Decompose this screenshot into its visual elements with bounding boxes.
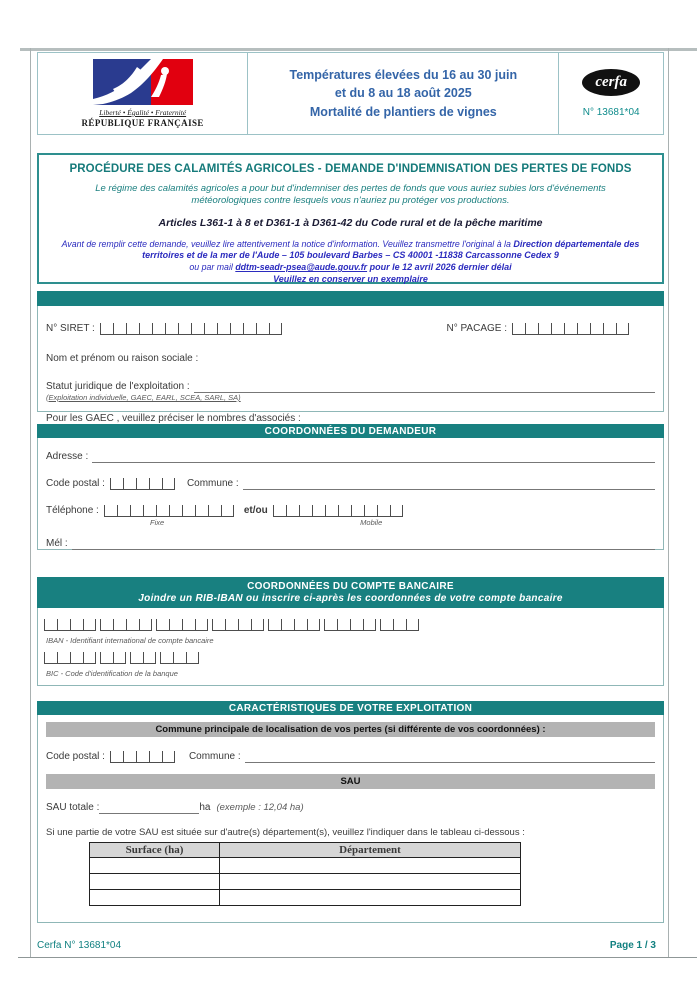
loss-postal-label: Code postal : (46, 751, 105, 762)
notice-address: Direction départementale des territoires et de la mer de l'Aude – 105 boulevard Barbes – CS 40001 -11838 Carcassonne Cedex 9 (142, 238, 640, 261)
regime-line1: Le régime des calamités agricoles a pour but d'indemniser des pertes de fonds que vous auriez subies lors d'événements (95, 183, 606, 194)
demandeur-box (37, 438, 664, 550)
email-label: Mél : (46, 538, 68, 549)
name-label: Nom et prénom ou raison sociale : (46, 353, 199, 364)
iban-hint: IBAN - Identifiant international de compte bancaire (46, 636, 214, 645)
pacage-input[interactable] (512, 323, 633, 335)
postal-code-input[interactable] (110, 478, 179, 490)
sau-table-header-departement: Département (220, 843, 521, 858)
loss-commune-input[interactable] (245, 750, 655, 763)
sau-total-input[interactable] (99, 801, 199, 814)
bank-box (37, 608, 664, 686)
scan-frame-bottom (18, 957, 697, 958)
mail-prefix: ou par mail (189, 262, 236, 273)
legal-status-input[interactable] (194, 380, 655, 393)
french-flag-marianne-icon (93, 59, 193, 105)
sau-bar: SAU (46, 774, 655, 789)
sau-table-row (90, 858, 521, 874)
phone-fixed-input[interactable] (104, 505, 238, 517)
sau-example-hint: (exemple : 12,04 ha) (216, 802, 304, 813)
sau-table (89, 842, 521, 906)
regime-line2: météorologiques contre lesquels vous n'auriez pu protéger vos productions. (191, 195, 510, 207)
bank-section-subtitle: Joindre un RIB-IBAN ou inscrire ci-après les coordonnées de votre compte bancaire (138, 593, 563, 604)
siret-input[interactable] (100, 323, 286, 335)
iban-input[interactable] (44, 619, 423, 631)
page-footer (37, 940, 664, 951)
sau-table-cell[interactable] (220, 874, 521, 890)
address-label: Adresse : (46, 451, 89, 462)
legal-status-hint: (Exploitation individuelle, GAEC, EARL, SCEA, SARL, SA) (46, 393, 241, 402)
bic-input[interactable] (44, 652, 203, 664)
sau-table-header-row (90, 843, 521, 858)
sau-table-cell[interactable] (90, 858, 220, 874)
articles-reference: Articles L361-1 à 8 et D361-1 à D361-42 du Code rural et de la pêche maritime (158, 216, 543, 229)
sau-table-row (90, 890, 521, 906)
sau-table-cell[interactable] (90, 890, 220, 906)
scan-frame-left (30, 48, 31, 958)
bic-hint: BIC - Code d'identification de la banque (46, 669, 178, 678)
deadline-text: pour le 12 avril 2026 dernier délai (367, 262, 512, 273)
exploitation-section-title: CARACTÉRISTIQUES DE VOTRE EXPLOITATION (228, 702, 473, 714)
siret-label: N° SIRET : (46, 323, 95, 334)
notice-prefix: Avant de remplir cette demande, veuillez lire attentivement la notice d'information. Veuillez transmettre l'original à la (61, 238, 514, 249)
commune-label: Commune : (186, 478, 239, 489)
event-title-line2: et du 8 au 18 août 2025 (334, 86, 472, 101)
event-title-line3: Mortalité de plantiers de vignes (309, 104, 497, 119)
sau-table-cell[interactable] (90, 874, 220, 890)
bank-section-title: COORDONNÉES DU COMPTE BANCAIRE (247, 581, 454, 592)
pacage-label: N° PACAGE : (446, 323, 507, 334)
address-input[interactable] (92, 450, 655, 463)
cerfa-cell (559, 53, 663, 134)
identification-section-bar (37, 291, 664, 306)
sau-total-label: SAU totale : (46, 802, 100, 813)
cerfa-logo-text: cerfa (595, 74, 627, 90)
fixed-phone-hint: Fixe (150, 518, 165, 527)
sau-table-cell[interactable] (220, 858, 521, 874)
footer-page-number: Page 1 / 3 (609, 940, 656, 951)
bank-section-bar (37, 577, 664, 608)
sau-unit-label: ha (199, 802, 211, 813)
loss-commune-bar: Commune principale de localisation de vos pertes (si différente de vos coordonnées) : (46, 722, 655, 737)
exploitation-section-bar (37, 701, 664, 715)
mobile-phone-hint: Mobile (360, 518, 383, 527)
republique-francaise-logo (38, 53, 248, 134)
event-title (290, 66, 518, 120)
motto-text: Liberté • Égalité • Fraternité (99, 108, 187, 117)
scan-frame-right (668, 48, 669, 958)
form-main-title: PROCÉDURE DES CALAMITÉS AGRICOLES - DEMANDE D'INDEMNISATION DES PERTES DE FONDS (69, 163, 632, 175)
intro-box (37, 153, 664, 284)
loss-commune-label: Commune : (188, 751, 241, 762)
sau-table-row (90, 874, 521, 890)
exploitation-box (37, 715, 664, 923)
event-title-line1: Températures élevées du 16 au 30 juin (289, 68, 518, 83)
form-header (37, 52, 664, 135)
demandeur-section-title: COORDONNÉES DU DEMANDEUR (264, 425, 437, 437)
notice-paragraph (39, 239, 662, 286)
keep-copy-text: Veuillez en conserver un exemplaire (273, 273, 428, 284)
phone-label: Téléphone : (46, 505, 99, 516)
sau-table-header-surface: Surface (ha) (90, 843, 220, 858)
footer-cerfa-number: Cerfa N° 13681*04 (37, 940, 122, 951)
email-input[interactable] (72, 537, 655, 550)
gaec-label: Pour les GAEC , veuillez préciser le nombres d'associés : (46, 413, 301, 424)
commune-input[interactable] (243, 477, 655, 490)
cerfa-number: N° 13681*04 (582, 107, 640, 118)
sau-other-departments-note: Si une partie de votre SAU est située sur d'autre(s) département(s), veuillez l'indiquer dans le tableau ci-dessous : (46, 827, 525, 838)
regime-description (39, 183, 662, 208)
sau-table-cell[interactable] (220, 890, 521, 906)
scan-frame-top (20, 48, 697, 51)
identification-box (37, 306, 664, 424)
cerfa-logo (582, 69, 640, 96)
republique-text: RÉPUBLIQUE FRANÇAISE (81, 118, 204, 128)
email-link[interactable]: ddtm-seadr-psea@aude.gouv.fr (235, 262, 368, 273)
phone-join-label: et/ou (243, 505, 268, 516)
loss-postal-input[interactable] (110, 751, 179, 763)
phone-mobile-input[interactable] (273, 505, 407, 517)
demandeur-section-bar (37, 424, 664, 438)
event-title-cell (248, 53, 559, 134)
postal-code-label: Code postal : (46, 478, 105, 489)
legal-status-label: Statut juridique de l'exploitation : (46, 381, 190, 392)
